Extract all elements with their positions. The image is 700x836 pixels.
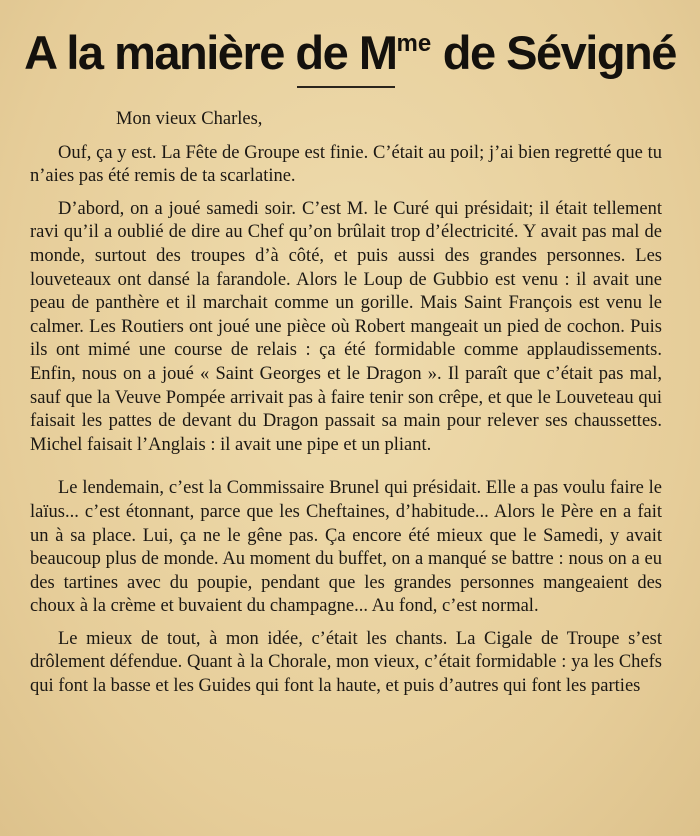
title-superscript: me — [396, 30, 432, 57]
paragraph-3: Le lendemain, c’est la Commissaire Brunel qui présidait. Elle a pas voulu faire le laïus... c’est étonnant, parce que les Cheftaines, d’habitude... Alors le Père en a fait un à sa place. Lui, ça ne le gêne pas. Ça encore été mieux que le Samedi, y avait beaucoup plus de monde. Au moment du buffet, on a manqué se battre : nous on a eu des tartines avec du poupie, pendant que les grandes personnes mangeaient des choux à la crème et buvaient du champagne... Au fond, c’est normal. — [30, 478, 662, 617]
title-underline — [297, 86, 395, 88]
paragraph-2: D’abord, on a joué samedi soir. C’est M. le Curé qui présidait; il était tellement ravi qu’il a oublié de dire au Chef qu’on brûlait trop d’électricité. Y avait pas mal de monde, surtout des troupes d’à côté, et puis aussi des grandes personnes. Les louveteaux ont dansé la farandole. Alors le Loup de Gubbio est venu : il avait une peau de panthère et il marchait comme un gorille. Mais Saint François est venu le calmer. Les Routiers ont joué une pièce où Robert mangeait un pied de cochon. Puis ils ont mimé une course de relais : ça été formidable comme applaudissements. Enfin, nous on a joué « Saint Georges et le Dragon ». Il paraît que c’était pas mal, sauf que la Veuve Pompée arrivait pas à faire tenir son crêpe, et que le Louveteau qui faisait les pattes de devant du Dragon passait sa main pour relever ses chaussettes. Michel faisait l’Anglais : il avait une pipe et un pliant. — [30, 198, 662, 455]
article-title — [0, 14, 700, 83]
title-suffix: de Sévigné — [431, 26, 676, 79]
title-prefix: A la manière de M — [24, 26, 397, 79]
salutation: Mon vieux Charles, — [116, 109, 263, 129]
paragraph-4: Le mieux de tout, à mon idée, c’était les chants. La Cigale de Troupe s’est drôlement défendue. Quant à la Chorale, mon vieux, c’était formidable : ya les Chefs qui font la basse et les Guides qui font la haute, et puis d’autres qui font les parties — [30, 628, 662, 697]
letter-body — [30, 108, 662, 708]
paragraph-1: Ouf, ça y est. La Fête de Groupe est finie. C’était au poil; j’ai bien regretté que tu n’aies pas été remis de ta scarlatine. — [30, 142, 662, 187]
